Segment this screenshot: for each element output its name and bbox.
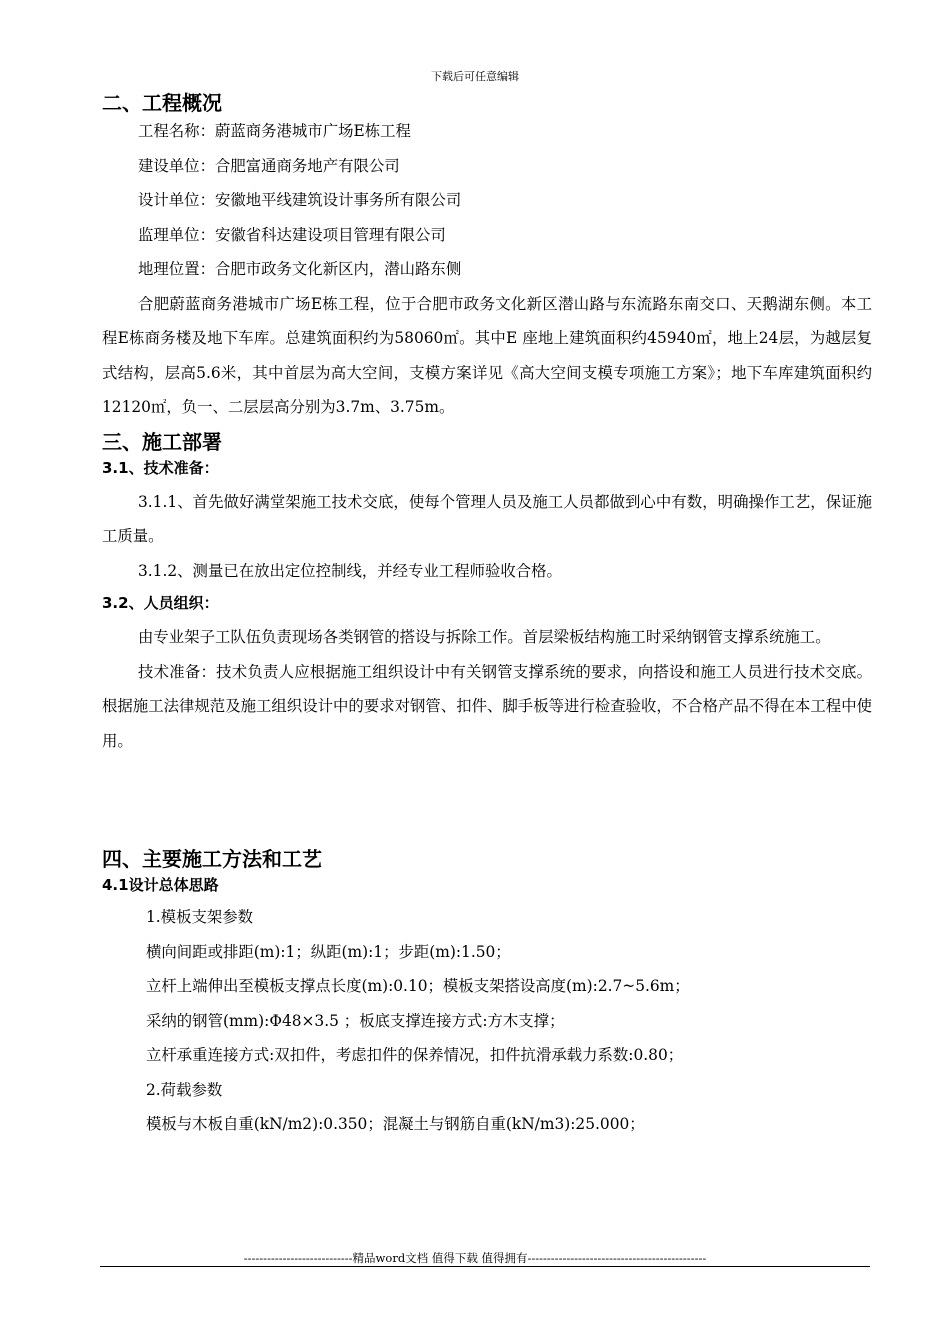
param-line: 模板与木板自重(kN/m2):0.350；混凝土与钢筋自重(kN/m3):25.000； [146, 1115, 645, 1133]
section-title-overview: 二、工程概况 [102, 91, 222, 115]
project-name: 工程名称：蔚蓝商务港城市广场E栋工程 [138, 122, 411, 140]
blank-space [102, 758, 872, 844]
overview-paragraph: 合肥蔚蓝商务港城市广场E栋工程，位于合肥市政务文化新区潜山路与东流路东南交口、天鹅湖东侧。本工程E栋商务楼及地下车库。总建筑面积约为58060㎡。其中E 座地上建筑面积约45940㎡，地上24层，为越层复式结构，层高5.6米，其中首层为高大空间，支模方案详见《高大空间支模专项施工方案》；地下车库建筑面积约12120㎡，负一、二层层高分别为3.7m、3.75m。 [102, 294, 872, 416]
param-line: 立杆上端伸出至模板支撑点长度(m):0.10；模板支架搭设高度(m):2.7~5.6m； [146, 977, 690, 995]
location: 地理位置：合肥市政务文化新区内，潜山路东侧 [138, 260, 462, 278]
supervision-unit: 监理单位：安徽省科达建设项目管理有限公司 [138, 225, 446, 244]
param-line: 2.荷载参数 [146, 1080, 223, 1099]
subsection-title-design-approach: 4.1设计总体思路 [102, 876, 219, 894]
param-line: 立杆承重连接方式:双扣件，考虑扣件的保养情况，扣件抗滑承载力系数:0.80； [146, 1046, 684, 1064]
construction-unit: 建设单位：合肥富通商务地产有限公司 [138, 156, 400, 175]
staffing-paragraph-2: 技术准备：技术负责人应根据施工组织设计中有关钢管支撑系统的要求，向搭设和施工人员进行技术交底。根据施工法律规范及施工组织设计中的要求对钢管、扣件、脚手板等进行检查验收，不合格产品不得在本工程中使用。 [102, 662, 872, 750]
section-title-deployment: 三、施工部署 [102, 429, 222, 454]
design-unit: 设计单位：安徽地平线建筑设计事务所有限公司 [138, 191, 462, 209]
page-header: 下载后可任意编辑 [431, 70, 519, 83]
document-body [102, 88, 872, 1142]
subsection-title-tech-prep: 3.1、技术准备： [102, 458, 219, 477]
tech-prep-paragraph-1: 3.1.1、首先做好满堂架施工技术交底，使每个管理人员及施工人员都做到心中有数，明确操作工艺，保证施工质量。 [102, 492, 872, 545]
param-line: 1.模板支架参数 [146, 908, 254, 926]
section-title-methods: 四、主要施工方法和工艺 [102, 847, 322, 871]
param-line: 横向间距或排距(m):1；纵距(m):1；步距(m):1.50； [146, 942, 511, 961]
subsection-title-staffing: 3.2、人员组织： [102, 594, 219, 612]
page-footer: ----------------------------精品word文档 值得下载 值得拥有---------------------------------------------- [243, 1251, 707, 1265]
tech-prep-paragraph-2: 3.1.2、测量已在放出定位控制线，并经专业工程师验收合格。 [138, 561, 562, 580]
footer-rule [100, 1266, 870, 1267]
param-line: 采纳的钢管(mm):Φ48×3.5 ；板底支撑连接方式:方木支撑； [146, 1011, 565, 1030]
staffing-paragraph-1: 由专业架子工队伍负责现场各类钢管的搭设与拆除工作。首层梁板结构施工时采纳钢管支撑系统施工。 [138, 628, 831, 646]
